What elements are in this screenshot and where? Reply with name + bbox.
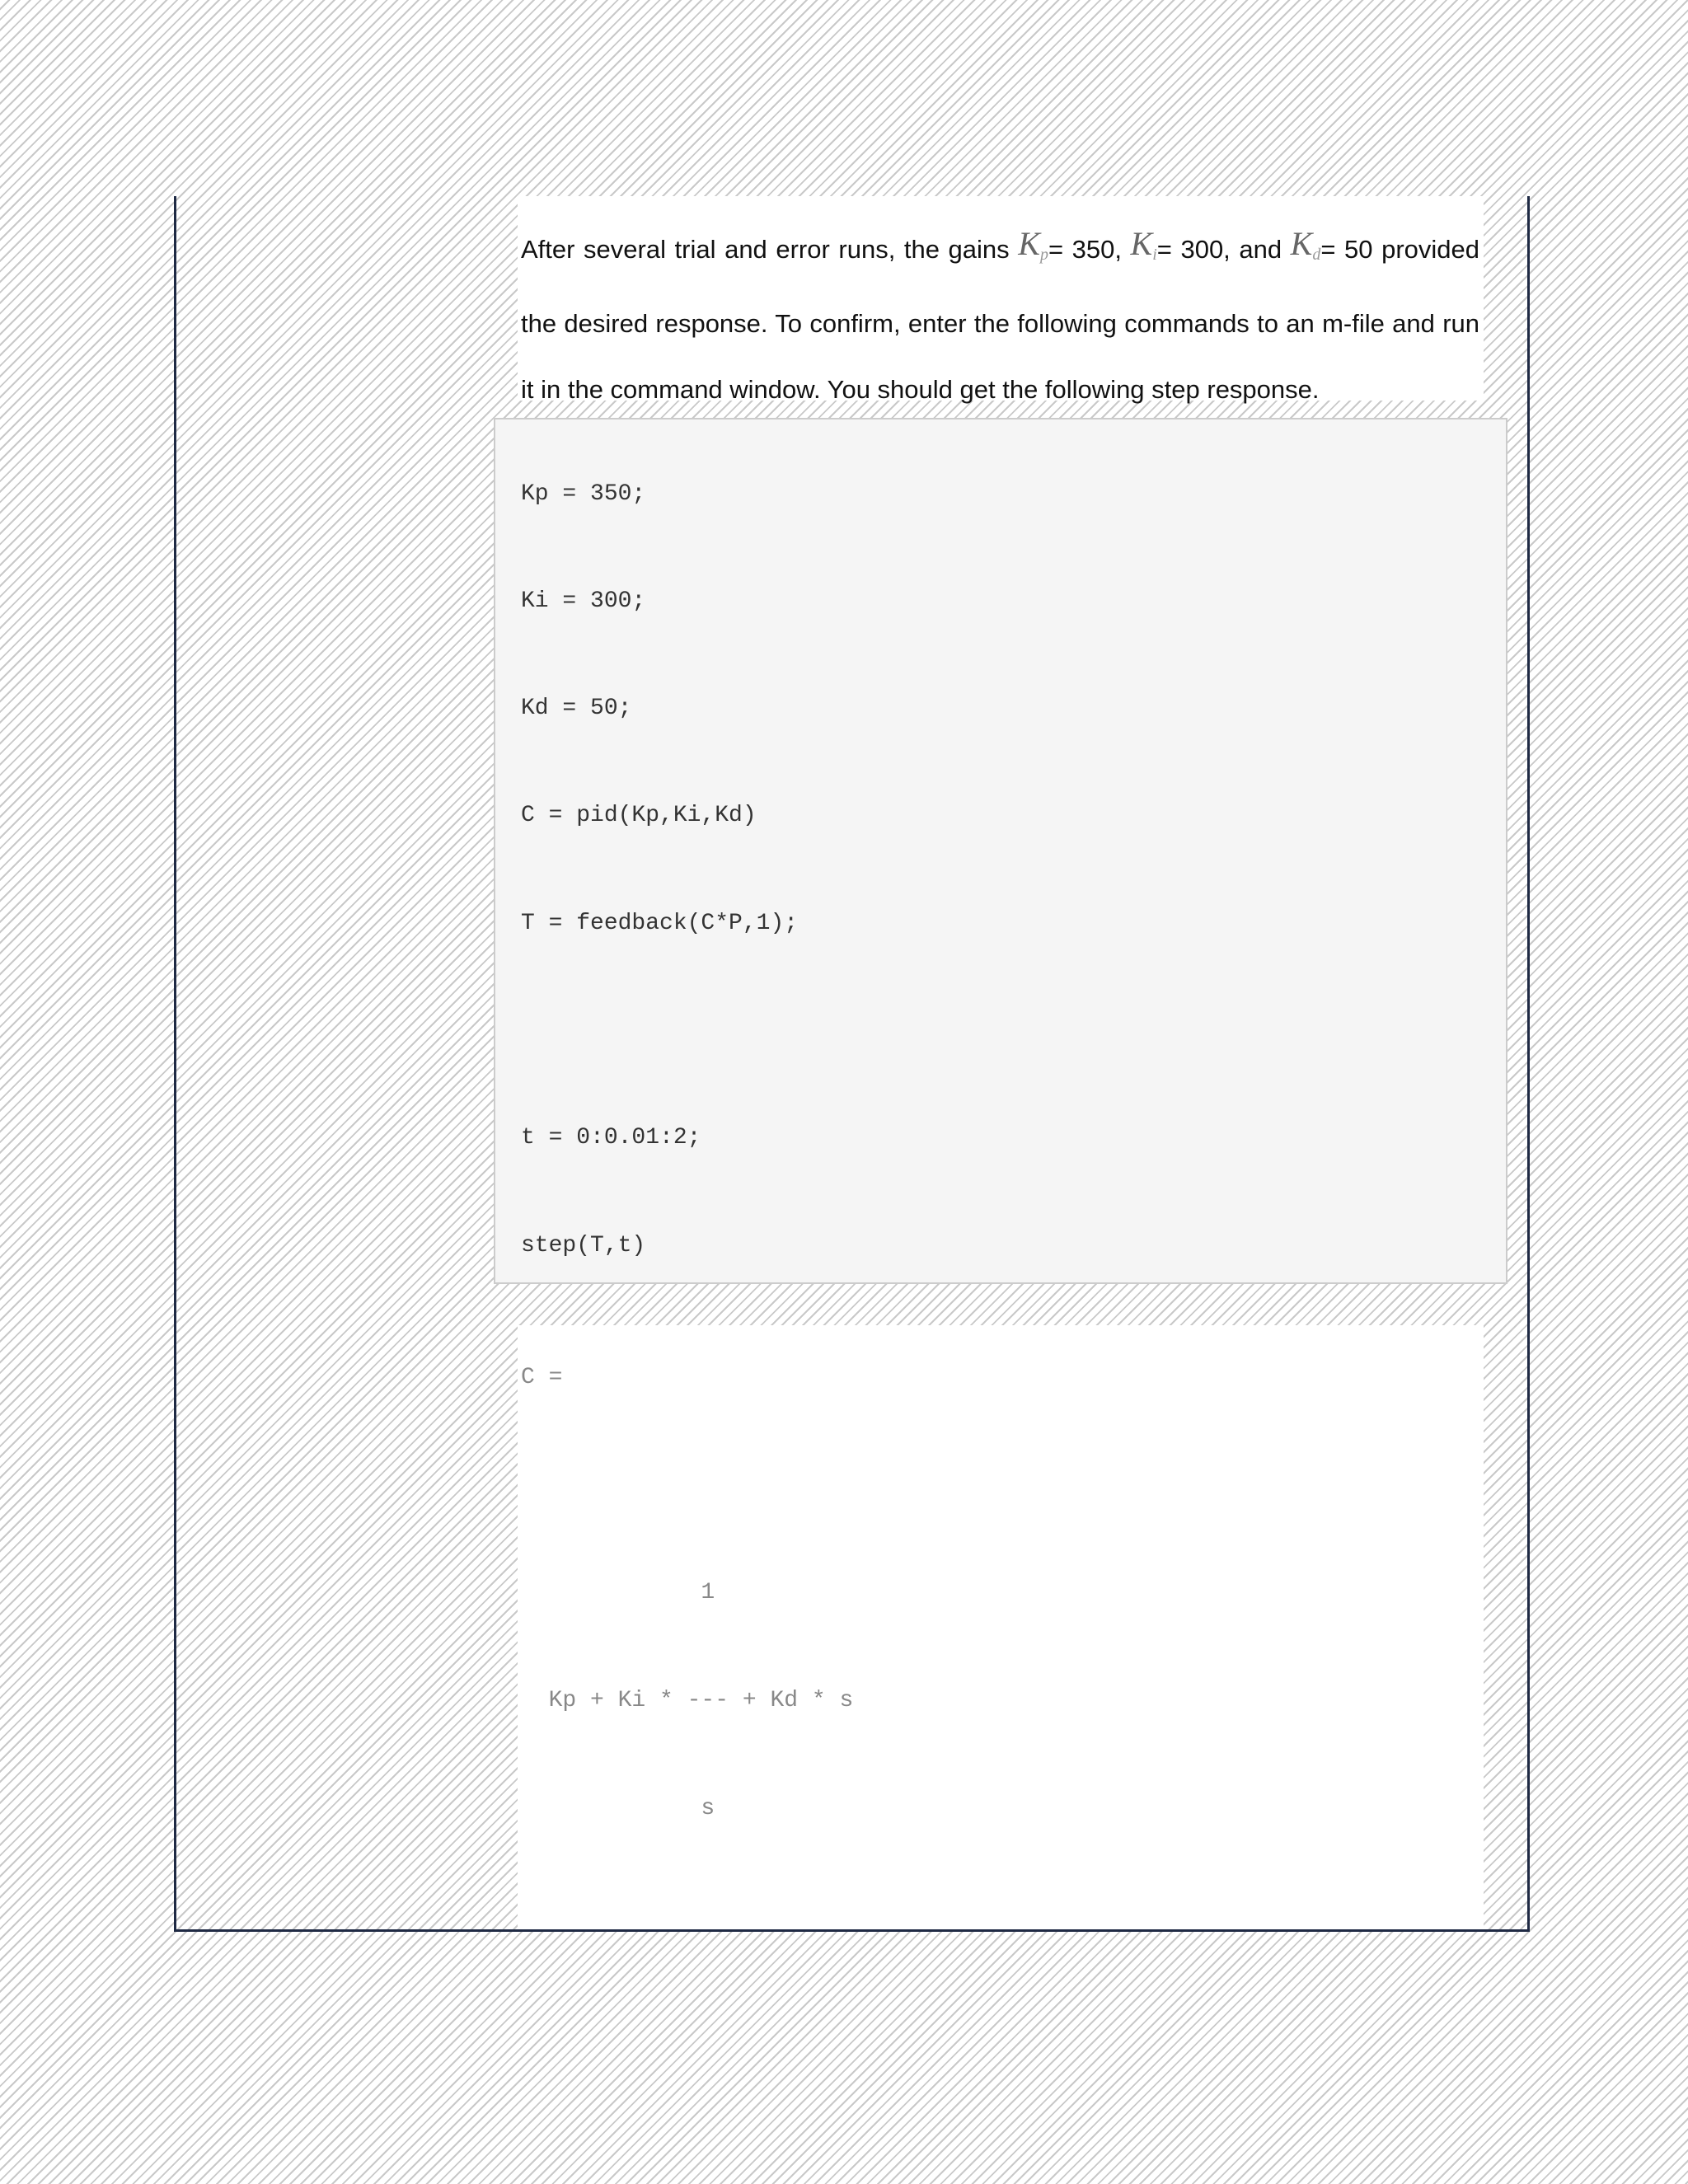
code-line-time: t = 0:0.01:2;: [521, 1125, 701, 1151]
kd-symbol: $K_d$: [1290, 225, 1321, 264]
kd-value-and-rest: = 50 provided the desired response. To confirm, enter the following commands to an m-file and run it in the command window. You should get the following step response.: [521, 235, 1480, 404]
output-line-c: C =: [521, 1365, 563, 1390]
code-line-kp: Kp = 350;: [521, 481, 646, 507]
code-line-feedback: T = feedback(C*P,1);: [521, 911, 799, 936]
output-line-denominator: s: [521, 1796, 715, 1821]
output-background: [518, 1325, 1484, 1929]
code-block: [494, 418, 1507, 1284]
code-line-kd: Kd = 50;: [521, 696, 632, 721]
ki-value: = 300, and: [1156, 235, 1291, 264]
code-line-pid: C = pid(Kp,Ki,Kd): [521, 803, 757, 828]
code-line-ki: Ki = 300;: [521, 588, 646, 614]
kp-value: = 350,: [1048, 235, 1131, 264]
output-line-expression: Kp + Ki * --- + Kd * s: [521, 1688, 854, 1713]
ki-symbol: $K_i$: [1130, 225, 1157, 264]
kp-symbol: $K_p$: [1018, 225, 1048, 264]
intro-paragraph: [521, 214, 1479, 423]
code-line-step: step(T,t): [521, 1233, 646, 1258]
paragraph-text-start: After several trial and error runs, the gains: [521, 235, 1019, 264]
output-line-numerator: 1: [521, 1580, 715, 1605]
